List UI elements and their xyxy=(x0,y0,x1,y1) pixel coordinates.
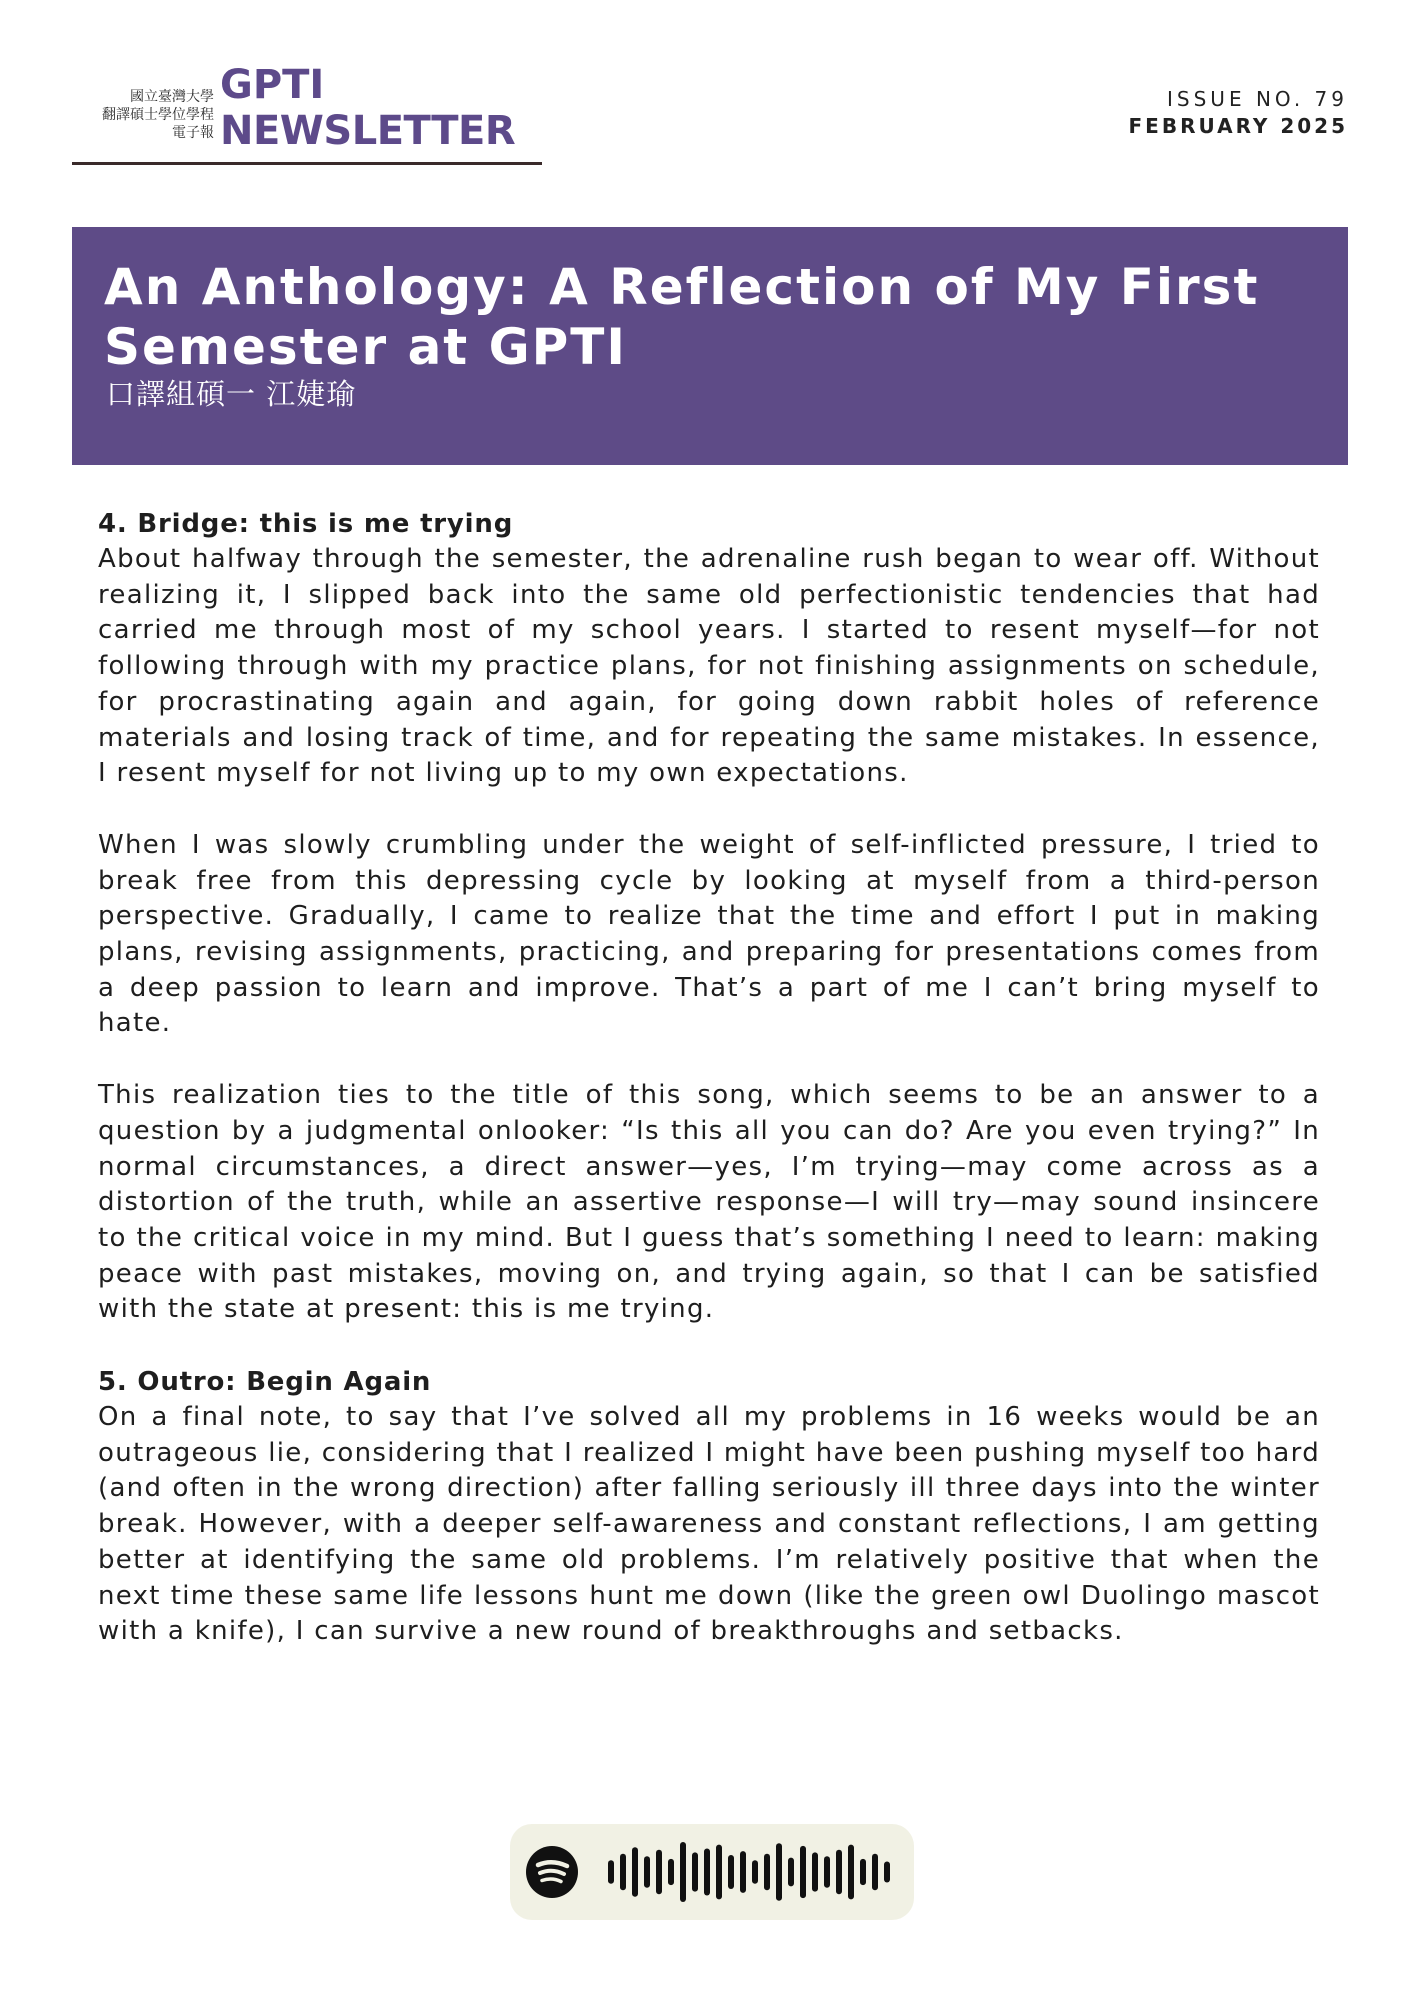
code-bar xyxy=(884,1862,890,1883)
code-bar xyxy=(848,1845,854,1900)
logo-line-gpti: GPTI xyxy=(220,62,325,108)
code-bar xyxy=(740,1851,746,1893)
article-body xyxy=(98,506,1320,1686)
code-bar xyxy=(764,1854,770,1891)
article-title-banner xyxy=(72,227,1348,465)
university-name xyxy=(72,88,214,142)
logo-line-newsletter: NEWSLETTER xyxy=(220,108,516,154)
paragraph: When I was slowly crumbling under the weight of self-inflicted pressure, I tried to break free from this depressing cycle by looking at myself from a third-person perspective. Gradually, I came to realize that the time and effort I put in making plans, revising assignments, practicing, and preparing for presentations comes from a deep passion to learn and improve. That’s a part of me I can’t bring myself to hate. xyxy=(98,829,1320,1039)
spotify-code-bars xyxy=(606,1840,906,1904)
article-author: 口譯組碩一 江婕瑜 xyxy=(106,377,357,411)
code-bar xyxy=(656,1850,662,1894)
code-bar xyxy=(680,1842,686,1902)
spotify-icon xyxy=(526,1846,578,1898)
issue-info xyxy=(1129,86,1349,140)
article-title: An Anthology: A Reflection of My First Semester at GPTI xyxy=(104,258,1260,376)
code-bar xyxy=(608,1860,614,1884)
paragraph: This realization ties to the title of this song, which seems to be an answer to a question by a judgmental onlooker: “Is this all you can do? Are you even trying?” In normal circumstances, a direct answer—yes, I’m trying—may come across as a distortion of the truth, while an assertive response—I will try—may sound insincere to the critical voice in my mind. But I guess that’s something I need to learn: making peace with past mistakes, moving on, and trying again, so that I can be satisfied with the state at present: this is me trying. xyxy=(98,1080,1320,1325)
code-bar xyxy=(644,1856,650,1887)
newsletter-masthead xyxy=(72,62,542,167)
paragraph: On a final note, to say that I’ve solved all my problems in 16 weeks would be an outrageous lie, considering that I realized I might have been pushing myself too hard (and often in the wrong direction) after falling seriously ill three days into the winter break. However, with a deeper self-awareness and constant reflections, I am getting better at identifying the same old problems. I’m relatively positive that when the next time these same life lessons hunt me down (like the green owl Duolingo mascot with a knife), I can survive a new round of breakthroughs and setbacks. xyxy=(98,1402,1320,1647)
code-bar xyxy=(692,1852,698,1891)
code-bar xyxy=(872,1854,878,1891)
code-bar xyxy=(728,1855,734,1889)
code-bar xyxy=(752,1860,758,1884)
code-bar xyxy=(824,1856,830,1887)
code-bar xyxy=(668,1859,674,1885)
paragraph: About halfway through the semester, the adrenaline rush began to wear off. Without realizing it, I slipped back into the same old perfectionistic tendencies that had carried me through most of my school years. I started to resent myself—for not following through with my practice plans, for not finishing assignments on schedule, for procrastinating again and again, for going down rabbit holes of reference materials and losing track of time, and for repeating the same mistakes. In essence, I resent myself for not living up to my own expectations. xyxy=(98,544,1320,789)
issue-date: FEBRUARY 2025 xyxy=(1128,114,1348,138)
section-heading-outro: 5. Outro: Begin Again xyxy=(98,1367,432,1398)
code-bar xyxy=(836,1850,842,1894)
code-bar xyxy=(632,1847,638,1897)
code-bar xyxy=(620,1854,626,1891)
code-bar xyxy=(812,1852,818,1891)
code-bar xyxy=(788,1858,794,1887)
university-name-line: 國立臺灣大學 xyxy=(130,89,214,105)
publication-type-line: 電子報 xyxy=(172,125,214,141)
issue-number: ISSUE NO. 79 xyxy=(1167,87,1348,111)
program-name-line: 翻譯碩士學位學程 xyxy=(102,107,214,123)
spotify-code[interactable] xyxy=(510,1824,914,1920)
code-bar xyxy=(704,1849,710,1896)
code-bar xyxy=(800,1846,806,1898)
code-bar xyxy=(776,1843,782,1900)
masthead-divider xyxy=(72,162,542,165)
code-bar xyxy=(860,1859,866,1885)
code-bar xyxy=(716,1845,722,1900)
newsletter-logo xyxy=(220,62,515,154)
section-heading-bridge: 4. Bridge: this is me trying xyxy=(98,509,514,539)
